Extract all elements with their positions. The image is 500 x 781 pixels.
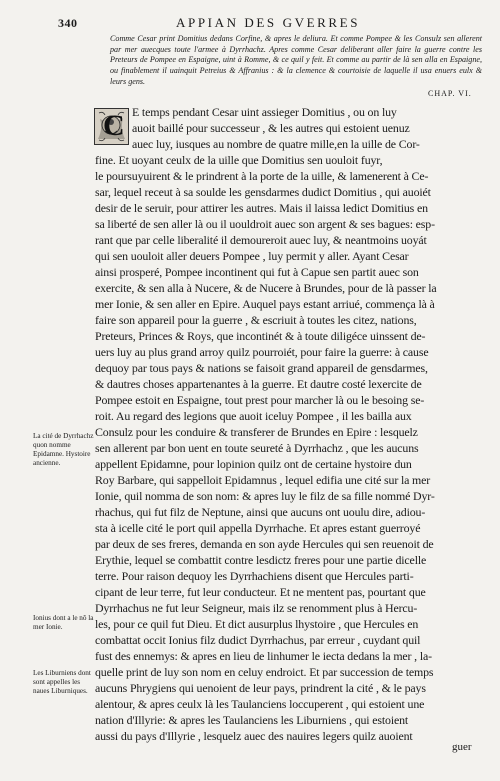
- body-line: Pompee estoit en Espaigne, tout prest pour marcher là ou le besoing se-: [95, 393, 425, 407]
- margin-note-liburniens: Les Liburniens dont sont appelles les naues Liburniques.: [33, 669, 91, 695]
- chapter-label: CHAP. VI.: [428, 89, 472, 98]
- body-line: rhachus, qui fut filz de Neptune, ainsi que aucuns ont uoulu dire, adiou-: [95, 505, 426, 519]
- catchword: guer: [452, 741, 472, 753]
- body-line: rant que par celle liberalité il demoureroit auec luy, & neantmoins uoyát: [95, 233, 427, 247]
- body-line: auoit baillé pour successeur , & les autres qui estoient uenuz: [132, 121, 410, 135]
- body-line: sen allerent par bon uent en toute seureté à Dyrrhachz , que les aucuns: [95, 441, 419, 455]
- body-line: auec luy, iusques au nombre de quatre mille,en la uille de Cor-: [132, 137, 420, 151]
- chapter-summary: Comme Cesar print Domitius dedans Corfine, & apres le deliura. Et comme Pompee & les Consulz sen allerent par mer auecques toute l'armee à Dyrrhachz. Apres comme Cesar deliberant aller faire la guerre contre les Preteurs de Pompee en Espaigne, uint à Romme, & ce quil y feit. Et comme au partir de là sen alla en Espaigne, ou finablement il uainquit Petreius & Affranius : & la clemence & courtoisie de laquelle il usa enuers eulx & leurs gens.: [110, 34, 482, 86]
- body-line: aucuns Phrygiens qui uenoient de leur pays, prindrent la cité , & le pays: [95, 681, 426, 695]
- body-line: nation d'Illyrie: & apres les Taulanciens les Liburniens , qui estoient: [95, 713, 409, 727]
- body-line: E temps pendant Cesar uint assieger Domitius , ou on luy: [132, 105, 397, 119]
- body-line: ainsi prosperé, Pompee incontinent qui fut à Capue sen partit auec son: [95, 265, 419, 279]
- initial-letter-text: C: [103, 109, 125, 142]
- body-line: quelle print de luy son nom en celuy endroict. Et par succession de temps: [95, 665, 434, 679]
- body-line: exercite, & sen alla à Nucere, & de Nucere à Brundes, pour de là passer la: [95, 281, 437, 295]
- body-line: Erythie, lequel se combattit contre lesdictz freres pour une partie dicelle: [95, 553, 427, 567]
- body-line: mer Ionie, & sen aller en Epire. Auquel pays estant arriué, commença là à: [95, 297, 435, 311]
- body-line: appellent Epidamne, pour lopinion quilz ont de certaine hystoire dun: [95, 457, 412, 471]
- body-line: les, pour ce quil fut Dieu. Et dict ausurplus lhystoire , que Hercules en: [95, 617, 419, 631]
- body-line: & dautres choses appartenantes à la guerre. Et dautre costé lexercite de: [95, 377, 422, 391]
- body-line: par deux de ses freres, demanda en son ayde Hercules qui sen reuenoit de: [95, 537, 434, 551]
- body-line: sa liberté de sen aller là ou il uouldroit auec son argent & ses bagues: esp-: [95, 217, 435, 231]
- body-line: Consulz pour les conduire & transferer de Brundes en Epire : lesquelz: [95, 425, 418, 439]
- body-line: alentour, & apres ceulx là les Taulanciens loccuperent , qui estoient une: [95, 697, 425, 711]
- margin-note-dyrrhachz: La cité de Dyrrhachz quon nomme Epidamne. Hystoire ancienne.: [33, 432, 94, 467]
- decorated-initial-letter-image: [94, 108, 129, 145]
- body-line: faire son appareil pour la guerre , & escriuit à toutes les citez, nations,: [95, 313, 417, 327]
- body-line: aussi du pays d'Illyrie , lesquelz auec des nauires legers quilz auoient: [95, 729, 413, 743]
- body-line: fust des ennemys: & apres en lieu de linhumer le iecta dedans la mer , la-: [95, 649, 432, 663]
- body-line: Ionie, quil nomma de son nom: & apres luy le filz de sa fille nommé Dyr-: [95, 489, 435, 503]
- body-line: fine. Et uoyant ceulx de la uille que Domitius sen uouloit fuyr,: [95, 153, 383, 167]
- body-line: le poursuyuirent & le prindrent à la porte de la uille, & lamenerent à Ce-: [95, 169, 429, 183]
- page-number: 340: [58, 16, 78, 30]
- body-line: terre. Pour raison dequoy les Dyrrhachiens disent que Hercules parti-: [95, 569, 414, 583]
- body-line: Dyrrhachus ne fut leur Seigneur, mais ilz se renomment plus à Hercu-: [95, 601, 418, 615]
- margin-note-ionius: Ionius dont a le nõ la mer Ionie.: [33, 614, 94, 631]
- body-line: cipant de leur terre, fut leur conducteur. Et ne mentent pas, pourtant que: [95, 585, 426, 599]
- body-line: uers luy au plus grand arroy quilz pourroiét, pour faire la guerre: à cause: [95, 345, 429, 359]
- body-line: Roy Barbare, qui sappelloit Epidamnus , lequel edifia une cité sur la mer: [95, 473, 431, 487]
- body-line: Preteurs, Princes & Roys, que incontinét & à toute diligéce uinssent de-: [95, 329, 426, 343]
- body-line: combattat occit Ionius filz dudict Dyrrhachus, par erreur , cuydant quil: [95, 633, 421, 647]
- body-line: qui sen uouloit aller deuers Pompee , luy permit y aller. Ayant Cesar: [95, 249, 409, 263]
- running-title: APPIAN DES GVERRES: [176, 15, 361, 30]
- body-line: sta à icelle cité le port quil appella Dyrrhache. Et apres estant guerroyé: [95, 521, 421, 535]
- body-line: sar, lequel receut à sa soulde les gensdarmes dudict Domitius , qui auoiét: [95, 185, 431, 199]
- body-line: roit. Au regard des legions que auoit iceluy Pompee , il les bailla aux: [95, 409, 412, 423]
- body-line: desir de le seruir, pour attirer les autres. Mais il laissa ledict Domitius en: [95, 201, 428, 215]
- body-line: dequoy par tous pays & nations se faisoit grand appareil de gensdarmes,: [95, 361, 428, 375]
